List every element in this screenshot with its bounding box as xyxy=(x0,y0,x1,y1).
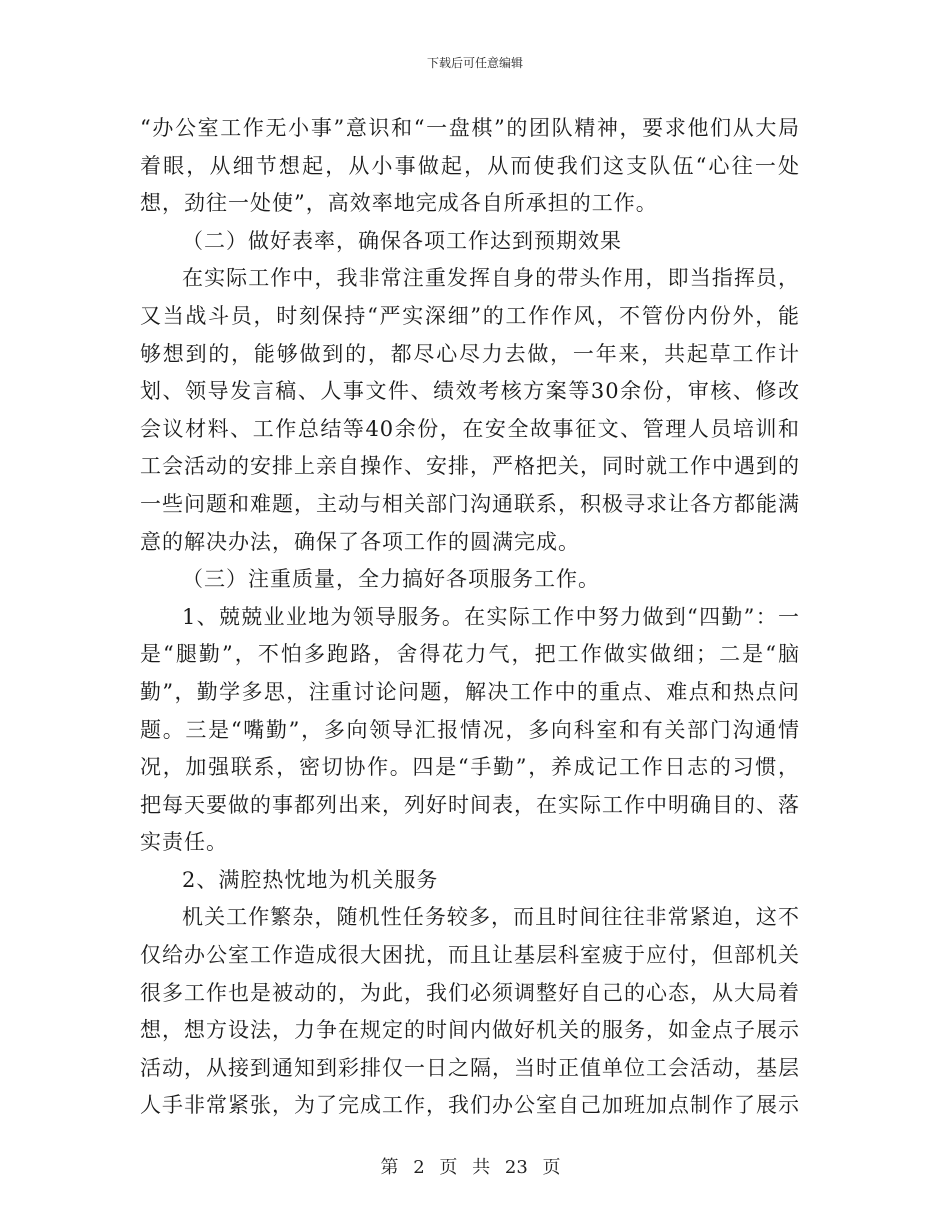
footer-suffix: 页 xyxy=(542,1157,561,1178)
subheading-6: 2、满腔热忱地为机关服务 xyxy=(182,867,439,892)
footer-current-page: 2 xyxy=(413,1157,425,1178)
footer-total-word: 共 xyxy=(472,1157,491,1178)
section-heading-2: （二）做好表率，确保各项工作达到预期效果 xyxy=(182,228,622,253)
footer-page-word: 页 xyxy=(439,1157,458,1178)
footer-prefix: 第 xyxy=(380,1157,399,1178)
page-footer xyxy=(0,1153,950,1179)
section-heading-3: （三）注重质量，全力搞好各项服务工作。 xyxy=(182,567,600,592)
paragraph-3: 在实际工作中，我非常注重发挥自身的带头作用，即当指挥员，又当战斗员，时刻保持“严实深细”的工作作风，不管份内份外，能够想到的，能够做到的，都尽心尽力去做，一年来，共起草工作计划、领导发言稿、人事文件、绩效考核方案等30余份，审核、修改会议材料、工作总结等40余份，在安全故事征文、管理人员培训和工会活动的安排上亲自操作、安排，严格把关，同时就工作中遇到的一些问题和难题，主动与相关部门沟通联系，积极寻求让各方都能满意的解决办法，确保了各项工作的圆满完成。 xyxy=(140,266,800,554)
paragraph-5: 1、兢兢业业地为领导服务。在实际工作中努力做到“四勤”：一是“腿勤”，不怕多跑路，舍得花力气，把工作做实做细；二是“脑勤”，勤学多思，注重讨论问题，解决工作中的重点、难点和热点问题。三是“嘴勤”，多向领导汇报情况，多向科室和有关部门沟通情况，加强联系，密切协作。四是“手勤”，养成记工作日志的习惯，把每天要做的事都列出来，列好时间表，在实际工作中明确目的、落实责任。 xyxy=(140,604,800,855)
footer-total-pages: 23 xyxy=(504,1157,528,1178)
document-body xyxy=(140,110,800,1125)
paragraph-7: 机关工作繁杂，随机性任务较多，而且时间往往非常紧迫，这不仅给办公室工作造成很大困扰，而且让基层科室疲于应付，但部机关很多工作也是被动的，为此，我们必须调整好自己的心态，从大局着想，想方设法，力争在规定的时间内做好机关的服务，如金点子展示活动，从接到通知到彩排仅一日之隔，当时正值单位工会活动，基层人手非常紧张，为了完成工作，我们办公室自己加班加点制作了展示 xyxy=(140,905,800,1118)
header-note: 下载后可任意编辑 xyxy=(426,56,523,70)
paragraph-1: “办公室工作无小事”意识和“一盘棋”的团队精神，要求他们从大局着眼，从细节想起，从小事做起，从而使我们这支队伍“心往一处想，劲往一处使”，高效率地完成各自所承担的工作。 xyxy=(140,116,800,216)
